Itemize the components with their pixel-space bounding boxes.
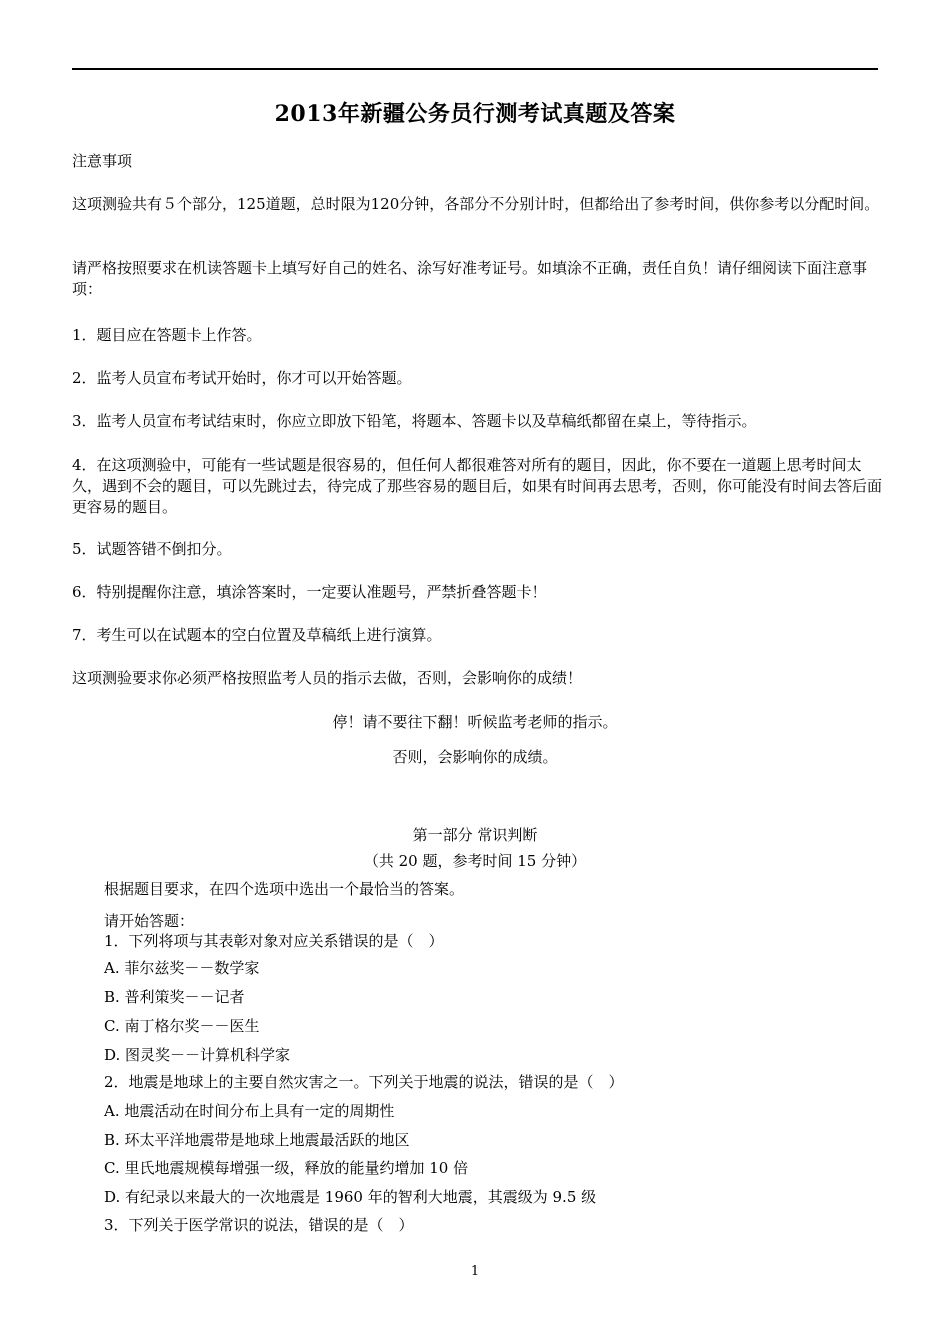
question-option: D. 有纪录以来最大的一次地震是 1960 年的智利大地震，其震级为 9.5 级	[104, 1188, 597, 1206]
start-label: 请开始答题：	[104, 912, 195, 930]
rule-item: 7．考生可以在试题本的空白位置及草稿纸上进行演算。	[72, 626, 442, 644]
page-number: 1	[470, 1264, 480, 1279]
question-option: A. 菲尔兹奖－－数学家	[104, 959, 260, 977]
rule-item: 4．在这项测验中，可能有一些试题是很容易的，但任何人都很难答对所有的题目，因此，你不要在一道题上思考时间太久，遇到不会的题目，可以先跳过去，待完成了那些容易的题目后，如果有时间再去思考，否则，你可能没有时间去答后面更容易的题目。	[72, 456, 883, 516]
intro-paragraph-2: 请严格按照要求在机读答题卡上填写好自己的姓名、涂写好准考证号。如填涂不正确，责任自负！请仔细阅读下面注意事项：	[72, 259, 868, 298]
question-option: B. 普利策奖－－记者	[104, 988, 245, 1006]
question-option: C. 南丁格尔奖－－医生	[104, 1017, 260, 1035]
question-stem: 1．下列将项与其表彰对象对应关系错误的是（ ）	[104, 932, 444, 950]
rule-item: 3．监考人员宣布考试结束时，你应立即放下铅笔，将题本、答题卡以及草稿纸都留在桌上，等待指示。	[72, 412, 757, 430]
header-rule	[72, 68, 878, 70]
intro-paragraph-1: 这项测验共有５个部分，125道题，总时限为120分钟，各部分不分别计时，但都给出了参考时间，供你参考以分配时间。	[72, 195, 880, 213]
rule-item: 2．监考人员宣布考试开始时，你才可以开始答题。	[72, 369, 412, 387]
stop-notice: 停！请不要往下翻！听候监考老师的指示。	[332, 713, 618, 731]
question-option: D. 图灵奖－－计算机科学家	[104, 1046, 291, 1064]
section-info: （共 20 题，参考时间 15 分钟）	[363, 852, 587, 870]
notice-heading: 注意事项	[72, 152, 133, 170]
stop-notice-2: 否则，会影响你的成绩。	[392, 748, 558, 766]
question-stem: 3．下列关于医学常识的说法，错误的是（ ）	[104, 1216, 414, 1234]
question-option: B. 环太平洋地震带是地球上地震最活跃的地区	[104, 1131, 410, 1149]
section-title: 第一部分 常识判断	[412, 826, 538, 844]
question-stem: 2．地震是地球上的主要自然灾害之一。下列关于地震的说法，错误的是（ ）	[104, 1073, 624, 1091]
rule-item: 6．特别提醒你注意，填涂答案时，一定要认准题号，严禁折叠答题卡！	[72, 583, 547, 601]
question-option: A. 地震活动在时间分布上具有一定的周期性	[104, 1102, 395, 1120]
warning-text: 这项测验要求你必须严格按照监考人员的指示去做，否则，会影响你的成绩！	[72, 669, 583, 687]
rule-item: 5．试题答错不倒扣分。	[72, 540, 232, 558]
question-option: C. 里氏地震规模每增强一级，释放的能量约增加 10 倍	[104, 1159, 469, 1177]
rule-item: 1．题目应在答题卡上作答。	[72, 326, 262, 344]
document-title: 2013年新疆公务员行测考试真题及答案	[274, 101, 676, 127]
section-instruction: 根据题目要求，在四个选项中选出一个最恰当的答案。	[104, 880, 465, 898]
